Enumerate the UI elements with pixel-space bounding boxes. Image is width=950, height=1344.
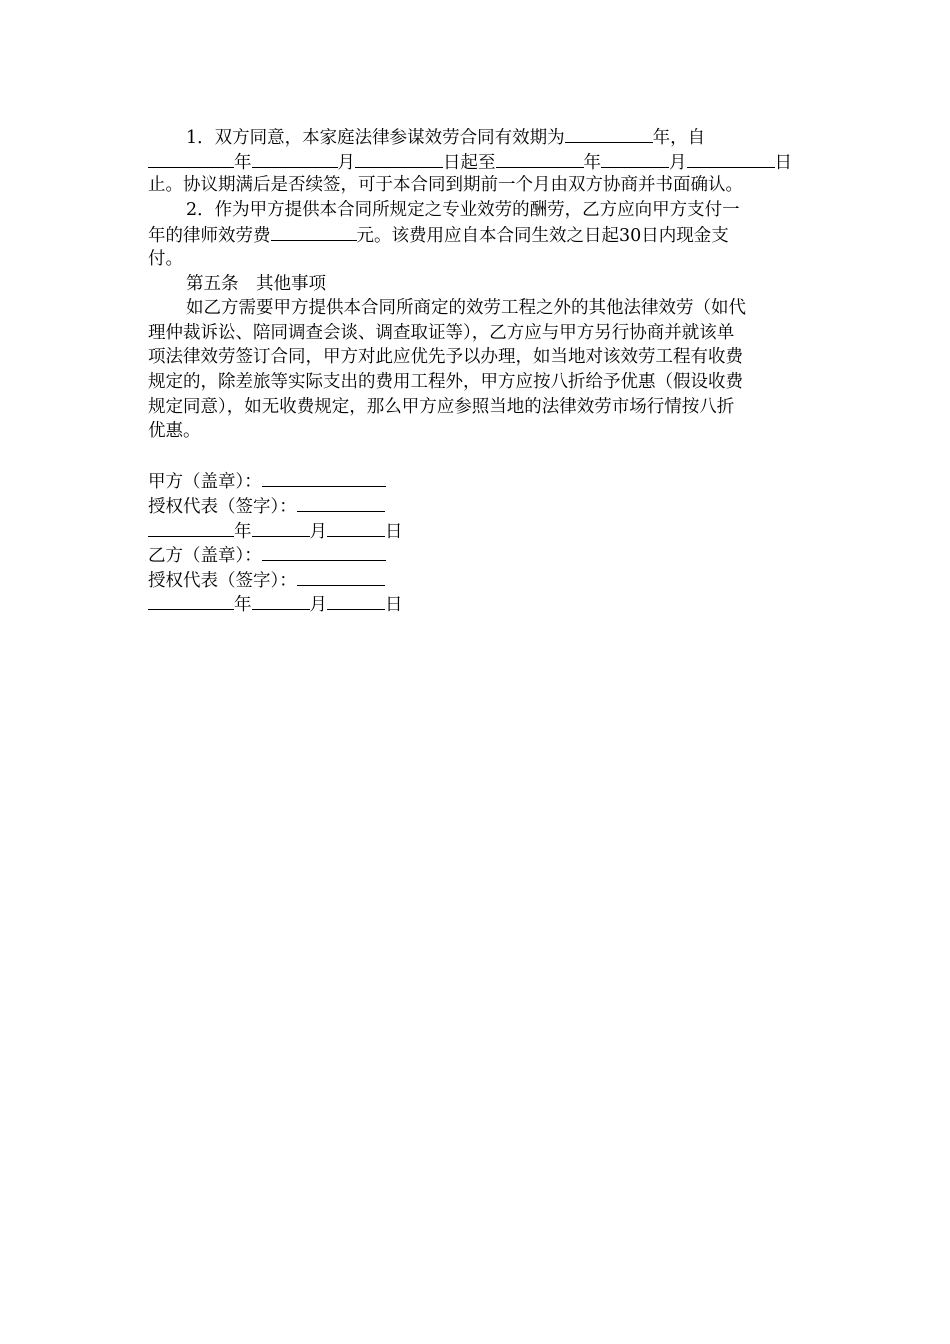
clause2-text: 付。 [148, 248, 183, 269]
article5-text: 项法律效劳签订合同，甲方对此应优先予以办理，如当地对该效劳工程有收费 [148, 347, 743, 368]
clause1-text: 日起至 [443, 152, 496, 173]
spacer [148, 444, 800, 469]
clause1-text: 月 [337, 152, 355, 173]
article5-text: 规定同意），如无收费规定，那么甲方应参照当地的法律效劳市场行情按八折 [148, 396, 735, 417]
signature-party-a [148, 468, 800, 493]
clause2-line3 [148, 247, 800, 272]
clause1-text: 年，自 [652, 128, 706, 148]
clause2-line2 [148, 222, 800, 247]
blank-end-year [496, 149, 584, 168]
article-heading: 第五条 其他事项 [186, 273, 326, 294]
signature-party-b [148, 542, 800, 567]
blank-start-month [252, 149, 338, 168]
signature-label: 授权代表（签字）： [148, 496, 297, 517]
article5-text: 如乙方需要甲方提供本合同所商定的效劳工程之外的其他法律效劳（如代 [186, 298, 746, 319]
clause1-line2 [148, 149, 800, 174]
blank-fee-amount [271, 222, 357, 241]
signature-label: 甲方（盖章）： [148, 472, 262, 493]
blank-term-years [565, 124, 653, 143]
signature-date-b [148, 591, 800, 616]
article5-line [148, 296, 800, 321]
clause1-text: 止。协议期满后是否续签，可于本合同到期前一个月由双方协商并书面确认。 [148, 175, 743, 196]
blank-date-a-day [327, 518, 385, 537]
blank-date-b-month [252, 591, 310, 610]
date-label: 日 [385, 521, 403, 542]
blank-party-a-seal [262, 468, 386, 487]
date-label: 月 [309, 521, 327, 542]
article5-line [148, 321, 800, 346]
article5-line [148, 419, 800, 444]
blank-rep-a-sign [297, 493, 385, 512]
date-label: 年 [234, 595, 252, 616]
blank-date-b-day [327, 591, 385, 610]
date-label: 年 [234, 521, 252, 542]
clause1-line1 [148, 124, 800, 149]
article5-heading [148, 272, 800, 297]
article5-text: 理仲裁诉讼、陪同调查会谈、调查取证等），乙方应与甲方另行协商并就该单 [148, 322, 735, 343]
blank-start-day [355, 149, 443, 168]
article5-text: 优惠。 [148, 421, 201, 442]
clause2-line1 [148, 198, 800, 223]
signature-date-a [148, 518, 800, 543]
article5-line [148, 395, 800, 420]
document-page [148, 124, 800, 616]
article5-line [148, 370, 800, 395]
clause2-text: 年的律师效劳费 [148, 226, 271, 247]
date-label: 日 [385, 595, 403, 616]
clause1-text: 月 [669, 152, 687, 173]
blank-end-month [601, 149, 669, 168]
clause1-text: 1．双方同意，本家庭法律参谋效劳合同有效期为 [186, 128, 565, 148]
clause2-text: 元。该费用应自本合同生效之日起30日内现金支 [356, 226, 729, 247]
signature-rep-b [148, 567, 800, 592]
date-label: 月 [309, 595, 327, 616]
signature-label: 授权代表（签字）： [148, 570, 297, 591]
signature-rep-a [148, 493, 800, 518]
clause1-text: 日 [774, 152, 792, 173]
blank-date-a-year [148, 518, 234, 537]
blank-date-b-year [148, 591, 234, 610]
clause1-line3 [148, 173, 800, 198]
blank-end-day [687, 149, 775, 168]
article5-line [148, 345, 800, 370]
blank-party-b-seal [262, 542, 386, 561]
clause1-text: 年 [234, 152, 252, 173]
article5-text: 规定的，除差旅等实际支出的费用工程外，甲方应按八折给予优惠（假设收费 [148, 371, 743, 392]
clause1-text: 年 [583, 152, 601, 173]
blank-start-year [148, 149, 234, 168]
clause2-text: 2．作为甲方提供本合同所规定之专业效劳的酬劳，乙方应向甲方支付一 [186, 199, 740, 220]
blank-rep-b-sign [297, 567, 385, 586]
signature-label: 乙方（盖章）： [148, 546, 262, 567]
blank-date-a-month [252, 518, 310, 537]
